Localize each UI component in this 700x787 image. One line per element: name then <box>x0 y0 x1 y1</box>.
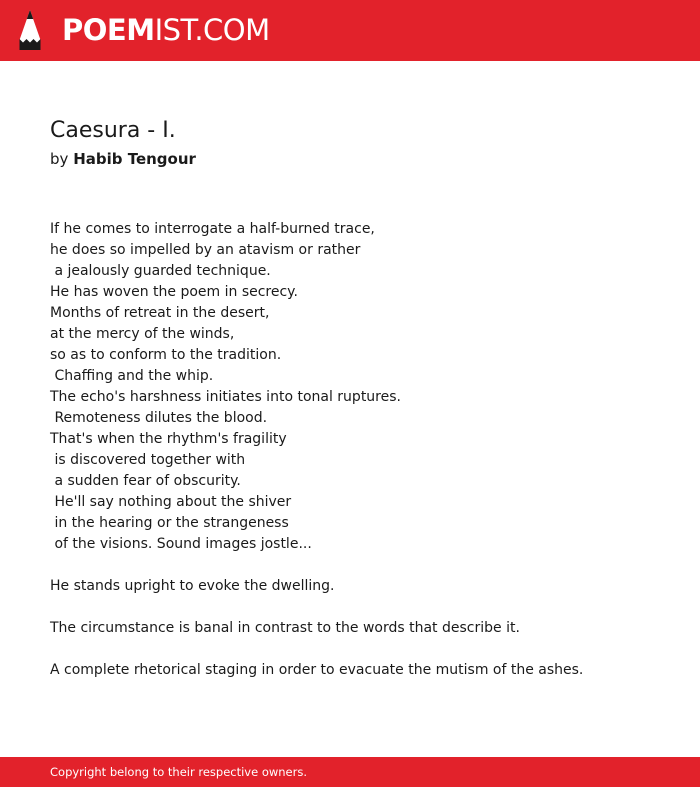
poem-line: That's when the rhythm's fragility <box>50 431 287 447</box>
poem-line: He has woven the poem in secrecy. <box>50 284 298 300</box>
logo-brand-light: IST.COM <box>154 13 270 47</box>
poem-line: a jealously guarded technique. <box>50 263 271 279</box>
poem-line: Chaffing and the whip. <box>50 368 214 384</box>
poem-line: Months of retreat in the desert, <box>50 305 270 321</box>
poem-line: in the hearing or the strangeness <box>50 515 289 531</box>
poem-line: He'll say nothing about the shiver <box>50 494 292 510</box>
poem-line: A complete rhetorical staging in order to evacuate the mutism of the ashes. <box>50 662 584 678</box>
site-logo[interactable] <box>62 12 270 48</box>
poem-line: a sudden fear of obscurity. <box>50 473 241 489</box>
poem-stanza <box>50 219 670 555</box>
poem-line: at the mercy of the winds, <box>50 326 235 342</box>
poem-title: Caesura - I. <box>50 118 176 143</box>
poem-stanza <box>50 618 670 639</box>
author-name: Habib Tengour <box>73 150 196 168</box>
pencil-tip-icon <box>18 9 42 51</box>
poem-line: He stands upright to evoke the dwelling. <box>50 578 335 594</box>
site-header <box>0 0 700 61</box>
byline <box>50 149 196 169</box>
poem-line: is discovered together with <box>50 452 246 468</box>
logo-brand-bold: POEM <box>62 13 155 47</box>
poem-line: The circumstance is banal in contrast to the words that describe it. <box>50 620 520 636</box>
poem-line: of the visions. Sound images jostle... <box>50 536 312 552</box>
poem-line: Remoteness dilutes the blood. <box>50 410 268 426</box>
site-footer <box>0 757 700 787</box>
poem-stanza <box>50 576 670 597</box>
poem-line: The echo's harshness initiates into tonal ruptures. <box>50 389 401 405</box>
copyright-notice: Copyright belong to their respective owners. <box>50 765 308 779</box>
poem-stanza <box>50 660 670 681</box>
poem-line: If he comes to interrogate a half-burned trace, <box>50 221 375 237</box>
by-label: by <box>50 150 69 168</box>
poem-line: he does so impelled by an atavism or rather <box>50 242 361 258</box>
poem-body <box>50 219 670 702</box>
poem-line: so as to conform to the tradition. <box>50 347 282 363</box>
